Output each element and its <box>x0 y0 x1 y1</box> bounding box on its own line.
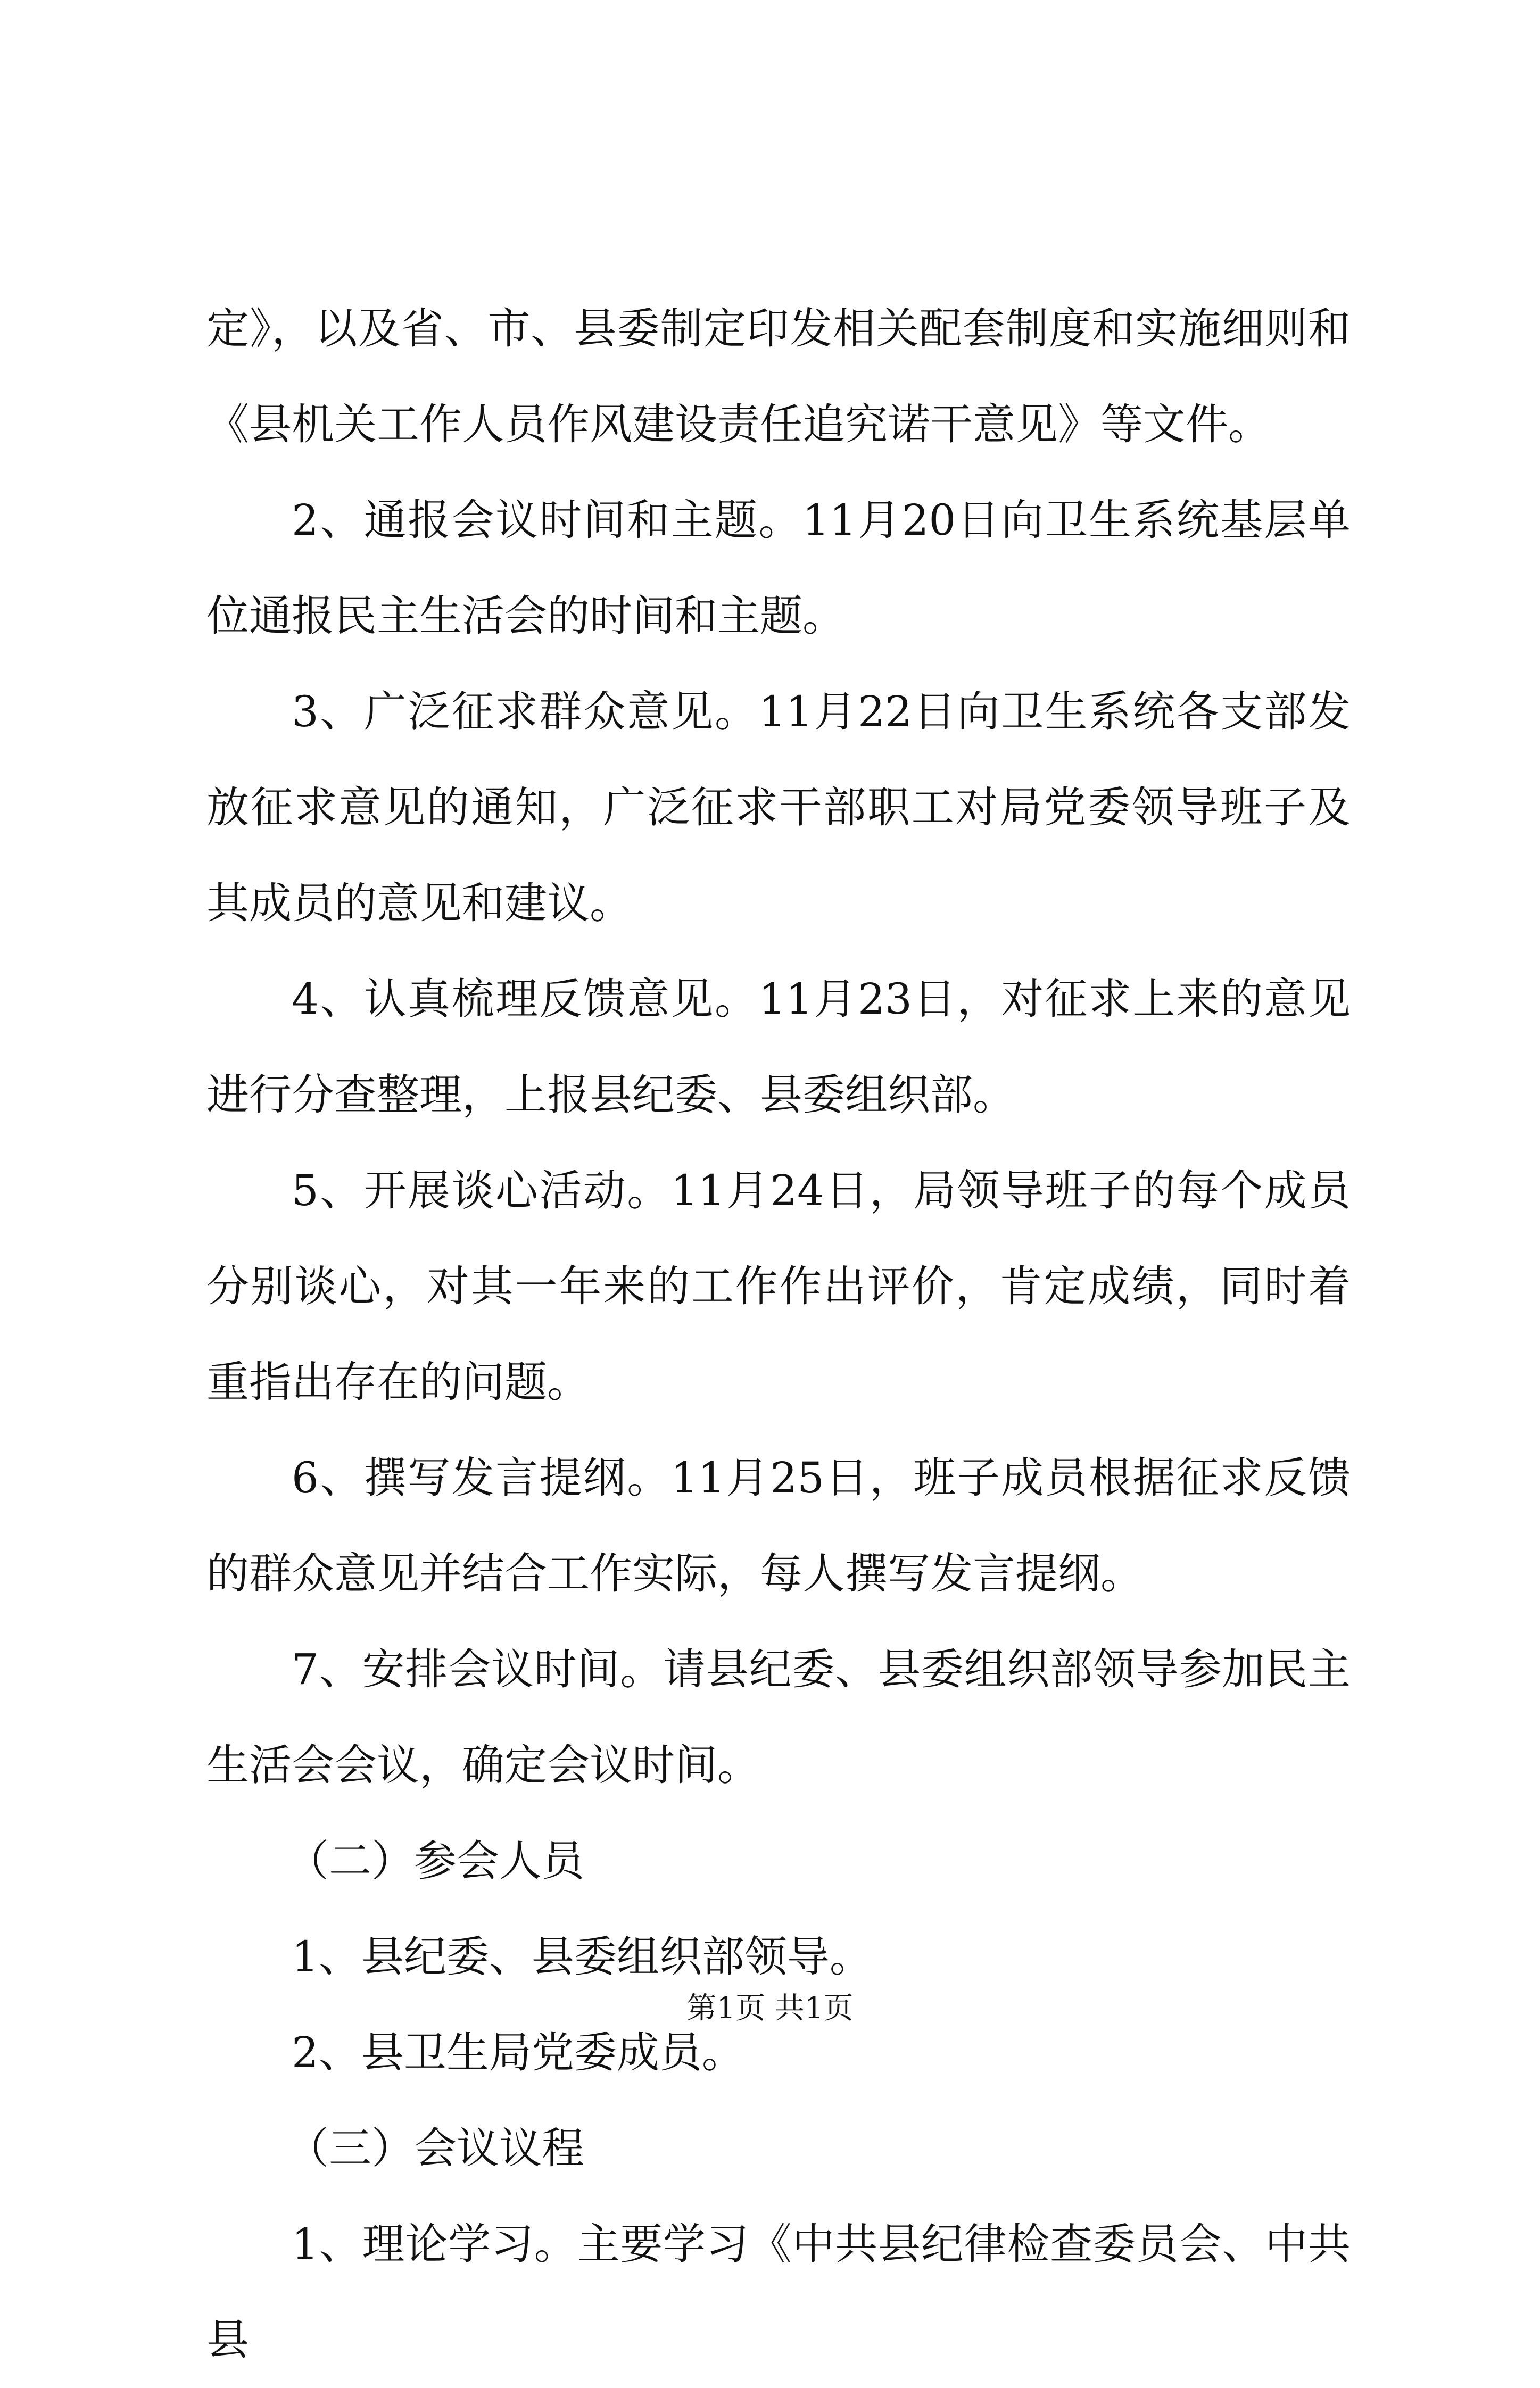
paragraph-item-6: 6、撰写发言提纲。11月25日，班子成员根据征求反馈的群众意见并结合工作实际，每人撰写发言提纲。 <box>206 1453 1351 1598</box>
section-heading-agenda: （三）会议议程 <box>286 2124 584 2173</box>
section-heading-attendees: （二）参会人员 <box>286 1836 584 1886</box>
paragraph-item-7: 7、安排会议时间。请县纪委、县委组织部领导参加民主生活会会议，确定会议时间。 <box>206 1645 1351 1790</box>
agenda-item-1: 1、理论学习。主要学习《中共县纪律检查委员会、中共县 <box>206 2219 1351 2365</box>
paragraph-item-4: 4、认真梳理反馈意见。11月23日，对征求上来的意见进行分查整理，上报县纪委、县委组织部。 <box>206 974 1351 1120</box>
attendee-item-1: 1、县纪委、县委组织部领导。 <box>292 1932 872 1981</box>
attendee-item-2: 2、县卫生局党委成员。 <box>292 2028 744 2077</box>
document-body <box>206 281 1351 2388</box>
paragraph-item-2: 2、通报会议时间和主题。11月20日向卫生系统基层单位通报民主生活会的时间和主题。 <box>206 495 1351 641</box>
paragraph-continuation: 定》，以及省、市、县委制定印发相关配套制度和实施细则和《县机关工作人员作风建设责任追究诺干意见》等文件。 <box>206 304 1351 449</box>
paragraph-item-5: 5、开展谈心活动。11月24日，局领导班子的每个成员分别谈心，对其一年来的工作作出评价，肯定成绩，同时着重指出存在的问题。 <box>206 1166 1351 1407</box>
page-number-footer: 第1页 共1页 <box>686 1991 854 2026</box>
paragraph-item-3: 3、广泛征求群众意见。11月22日向卫生系统各支部发放征求意见的通知，广泛征求干部职工对局党委领导班子及其成员的意见和建议。 <box>206 687 1351 928</box>
